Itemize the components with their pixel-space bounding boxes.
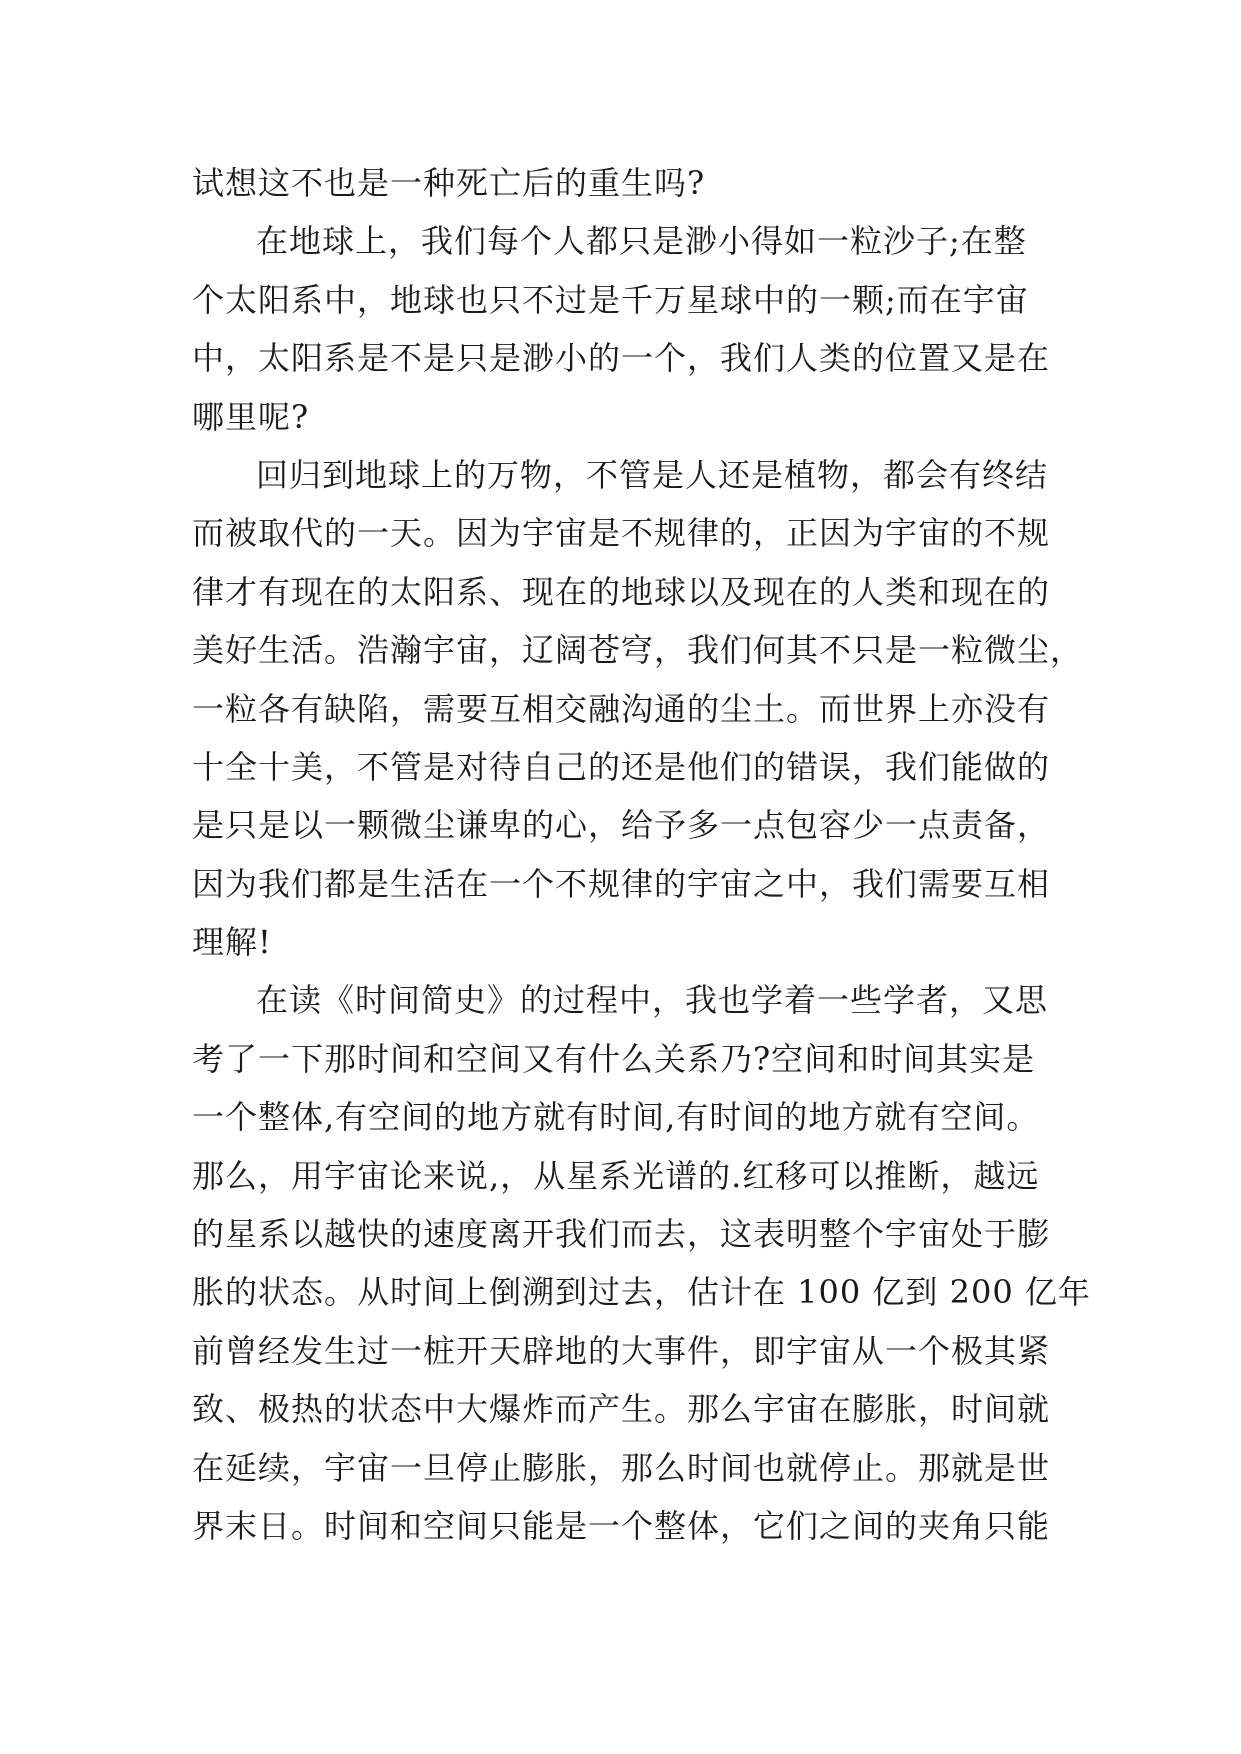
text-line: 十全十美，不管是对待自己的还是他们的错误，我们能做的 <box>192 747 1051 786</box>
text-line: 一个整体,有空间的地方就有时间,有时间的地方就有空间。 <box>192 1098 1040 1137</box>
text-line: 试想这不也是一种死亡后的重生吗? <box>192 164 706 202</box>
text-line: 在延续，宇宙一旦停止膨胀，那么时间也就停止。那就是世 <box>192 1448 1051 1487</box>
text-line: 界末日。时间和空间只能是一个整体，它们之间的夹角只能 <box>192 1506 1051 1545</box>
text-line: 个太阳系中，地球也只不过是千万星球中的一颗;而在宇宙 <box>192 280 1029 319</box>
text-line: 而被取代的一天。因为宇宙是不规律的，正因为宇宙的不规 <box>192 514 1051 553</box>
text-line: 胀的状态。从时间上倒溯到过去，估计在 100 亿到 200 亿年 <box>192 1273 1091 1312</box>
body-text <box>192 154 1091 1555</box>
text-line: 美好生活。浩瀚宇宙，辽阔苍穹，我们何其不只是一粒微尘， <box>192 631 1084 670</box>
text-line: 理解! <box>192 923 272 962</box>
text-line: 的星系以越快的速度离开我们而去，这表明整个宇宙处于膨 <box>192 1215 1051 1254</box>
text-line: 在读《时间简史》的过程中，我也学着一些学者，又思 <box>256 981 1049 1020</box>
text-line: 致、极热的状态中大爆炸而产生。那么宇宙在膨胀，时间就 <box>192 1390 1051 1429</box>
text-line: 前曾经发生过一桩开天辟地的大事件，即宇宙从一个极其紧 <box>192 1331 1051 1370</box>
text-line: 中，太阳系是不是只是渺小的一个，我们人类的位置又是在 <box>192 339 1051 378</box>
text-line: 哪里呢? <box>192 397 310 436</box>
text-line: 考了一下那时间和空间又有什么关系乃?空间和时间其实是 <box>192 1039 1036 1078</box>
text-line: 一粒各有缺陷，需要互相交融沟通的尘土。而世界上亦没有 <box>192 689 1051 728</box>
text-line: 因为我们都是生活在一个不规律的宇宙之中，我们需要互相 <box>192 864 1051 903</box>
text-line: 是只是以一颗微尘谦卑的心，给予多一点包容少一点责备， <box>192 806 1051 845</box>
text-line: 在地球上，我们每个人都只是渺小得如一粒沙子;在整 <box>256 222 1027 261</box>
text-line: 律才有现在的太阳系、现在的地球以及现在的人类和现在的 <box>192 572 1051 611</box>
text-line: 那么，用宇宙论来说,，从星系光谱的.红移可以推断，越远 <box>192 1156 1040 1195</box>
text-line: 回归到地球上的万物，不管是人还是植物，都会有终结 <box>256 455 1049 494</box>
